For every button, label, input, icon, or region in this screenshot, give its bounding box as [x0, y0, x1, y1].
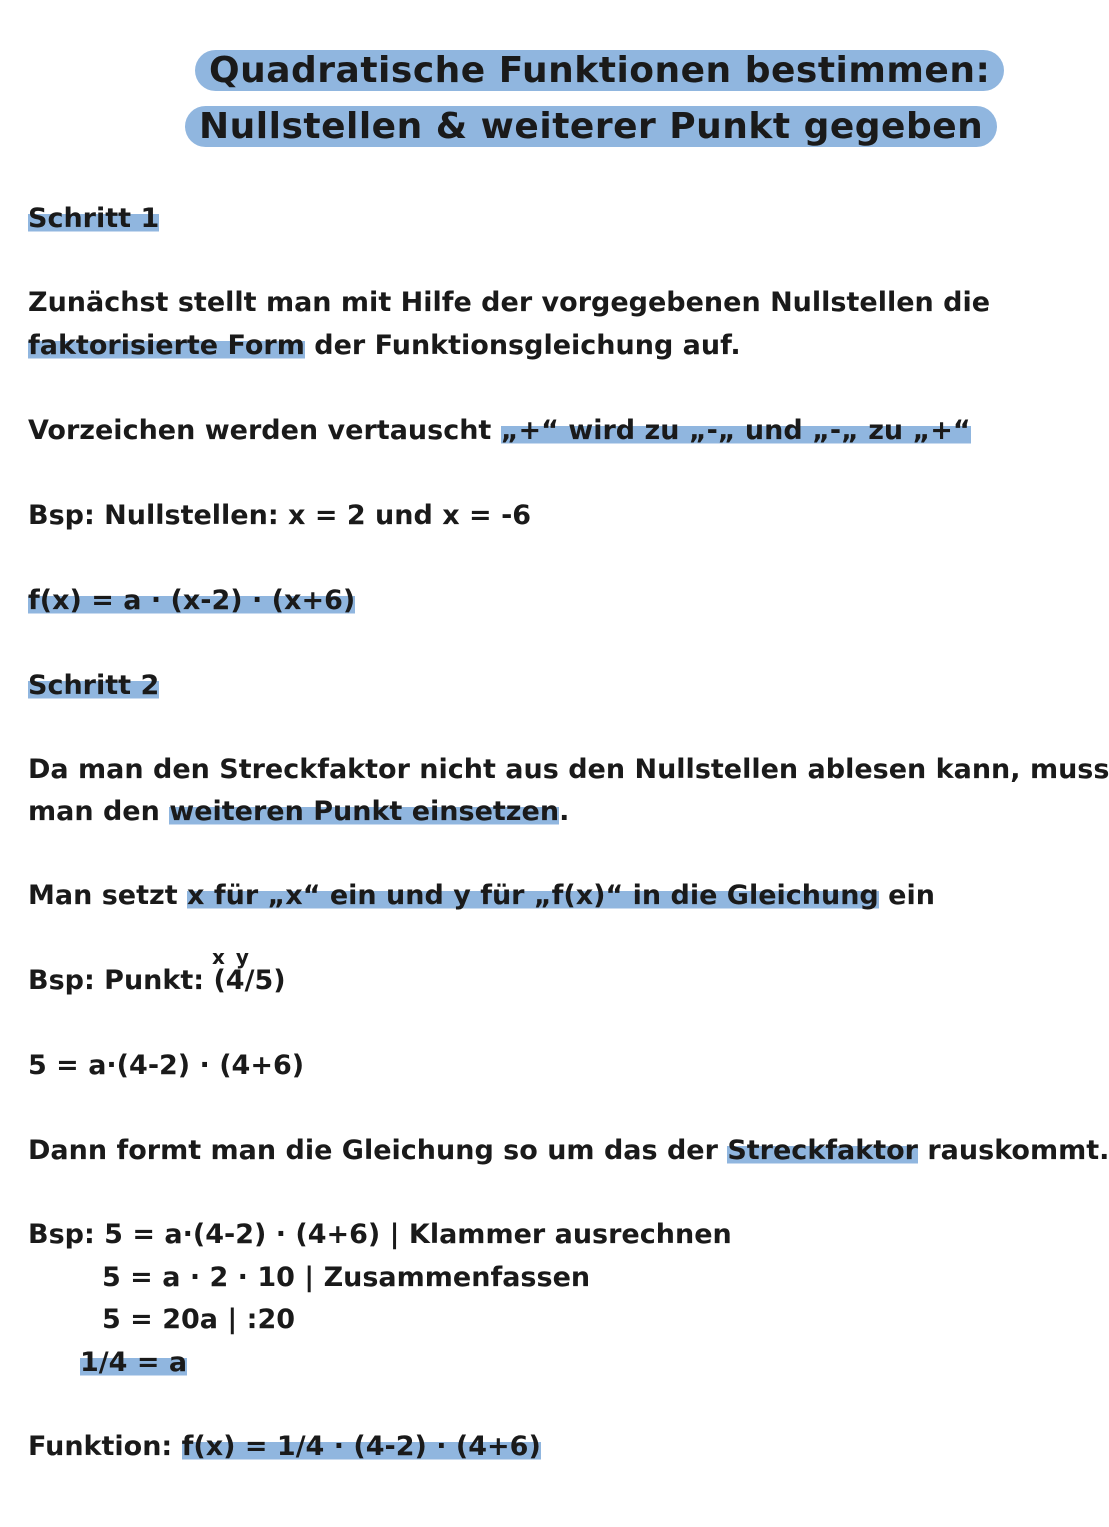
step1-paragraph-line1: Zunächst stellt man mit Hilfe der vorgegebenen Nullstellen die	[28, 287, 991, 318]
point-axis-labels: x y	[212, 945, 251, 969]
step1-paragraph-line2: faktorisierte Form der Funktionsgleichung auf.	[28, 330, 741, 361]
substitution-equation: 5 = a·(4-2) · (4+6)	[28, 1050, 305, 1081]
step1-heading: Schritt 1	[28, 203, 160, 234]
step2-heading: Schritt 2	[28, 670, 160, 701]
calc-line-2: 5 = a · 2 · 10 | Zusammenfassen	[102, 1262, 591, 1293]
calc-line-1: Bsp: 5 = a·(4-2) · (4+6) | Klammer ausrechnen	[28, 1219, 732, 1250]
insert-instruction: Man setzt x für „x“ ein und y für „f(x)“ in die Gleichung ein	[28, 880, 935, 911]
calc-result: 1/4 = a	[80, 1347, 188, 1378]
step2-paragraph-line1: Da man den Streckfaktor nicht aus den Nullstellen ablesen kann, muss	[28, 754, 1109, 785]
point-example: Bsp: Punkt: (4/5)	[28, 965, 286, 996]
page-title-line1: Quadratische Funktionen bestimmen:	[195, 50, 1004, 91]
factored-formula: f(x) = a · (x-2) · (x+6)	[28, 585, 356, 616]
sign-rule: Vorzeichen werden vertauscht „+“ wird zu „-„ und „-„ zu „+“	[28, 415, 971, 446]
example-zeros: Bsp: Nullstellen: x = 2 und x = -6	[28, 500, 532, 531]
final-function: Funktion: f(x) = 1/4 · (4-2) · (4+6)	[28, 1431, 541, 1462]
step2-paragraph-line2: man den weiteren Punkt einsetzen.	[28, 796, 570, 827]
transform-instruction: Dann formt man die Gleichung so um das der Streckfaktor rauskommt.	[28, 1135, 1109, 1166]
calc-line-3: 5 = 20a | :20	[102, 1304, 296, 1335]
page-title-line2: Nullstellen & weiterer Punkt gegeben	[185, 106, 997, 147]
